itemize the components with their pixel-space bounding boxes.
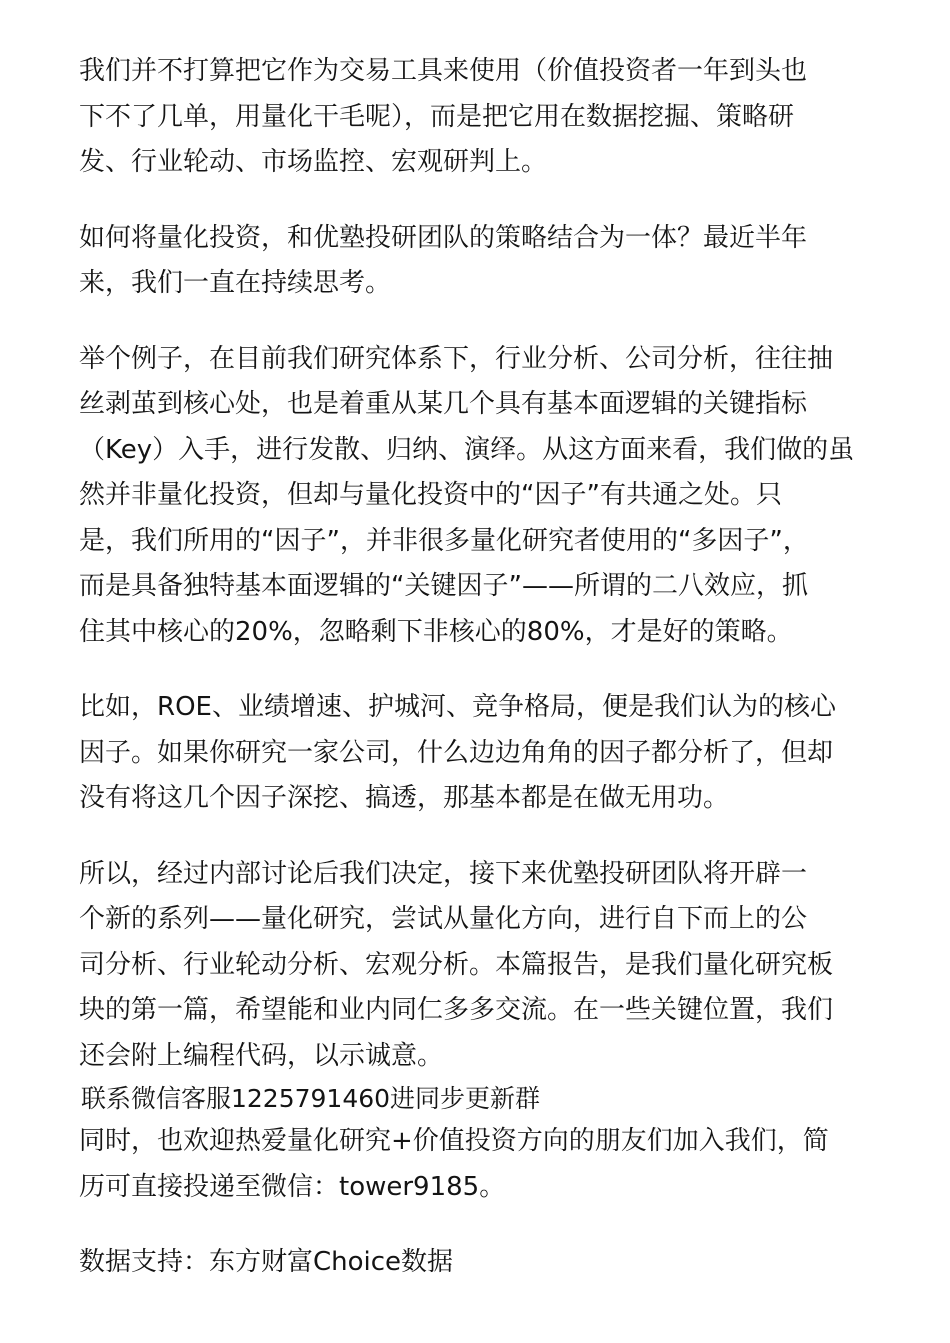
text-line: 个新的系列——量化研究，尝试从量化方向，进行自下而上的公 (79, 904, 808, 934)
text-line: 下不了几单，用量化干毛呢），而是把它用在数据挖掘、策略研 (79, 101, 795, 132)
text-line: 块的第一篇，希望能和业内同仁多多交流。在一些关键位置，我们 (79, 995, 834, 1025)
text-line: （Key）入手，进行发散、归纳、演绎。从这方面来看，我们做的虽 (79, 434, 855, 465)
text-line: 历可直接投递至微信：tower9185。 (79, 1171, 506, 1202)
paragraph-combination (79, 216, 880, 307)
text-line: 司分析、行业轮动分析、宏观分析。本篇报告，是我们量化研究板 (79, 949, 834, 980)
text-line: 因子。如果你研究一家公司，什么边边角角的因子都分析了，但却 (79, 737, 834, 768)
text-line: 发、行业轮动、市场监控、宏观研判上。 (79, 147, 548, 177)
paragraph-example (79, 337, 880, 656)
text-line: 如何将量化投资，和优塾投研团队的策略结合为一体？最近半年 (79, 222, 808, 253)
paragraph-usage (79, 49, 880, 186)
text-line: 住其中核心的20%，忽略剩下非核心的80%，才是好的策略。 (79, 616, 793, 647)
text-line: 还会附上编程代码，以示诚意。 (79, 1040, 444, 1071)
paragraph-core-factors (79, 685, 880, 822)
data-source-text: 数据支持：东方财富Choice数据 (79, 1247, 454, 1277)
text-line: 所以，经过内部讨论后我们决定，接下来优塾投研团队将开辟一 (79, 858, 808, 889)
text-line: 同时，也欢迎热爱量化研究+价值投资方向的朋友们加入我们，简 (79, 1126, 829, 1156)
text-line: 丝剥茧到核心处，也是着重从某几个具有基本面逻辑的关键指标 (79, 389, 808, 419)
text-line: 我们并不打算把它作为交易工具来使用（价值投资者一年到头也 (79, 56, 808, 86)
text-line: 比如，ROE、业绩增速、护城河、竞争格局，便是我们认为的核心 (79, 692, 836, 722)
text-line: 举个例子，在目前我们研究体系下，行业分析、公司分析，往往抽 (79, 343, 834, 374)
data-source (79, 1240, 880, 1286)
text-line: 来，我们一直在持续思考。 (79, 268, 392, 298)
text-line: 而是具备独特基本面逻辑的“关键因子”——所谓的二八效应，抓 (79, 571, 808, 601)
text-line: 然并非量化投资，但却与量化投资中的“因子”有共通之处。只 (79, 480, 782, 510)
wechat-group-notice: 联系微信客服1225791460进同步更新群 (81, 1084, 541, 1113)
text-line: 没有将这几个因子深挖、搞透，那基本都是在做无用功。 (79, 783, 730, 813)
paragraph-recruit (79, 1119, 880, 1210)
paragraph-new-series (79, 852, 880, 1080)
text-line: 是，我们所用的“因子”，并非很多量化研究者使用的“多因子”， (79, 525, 809, 556)
